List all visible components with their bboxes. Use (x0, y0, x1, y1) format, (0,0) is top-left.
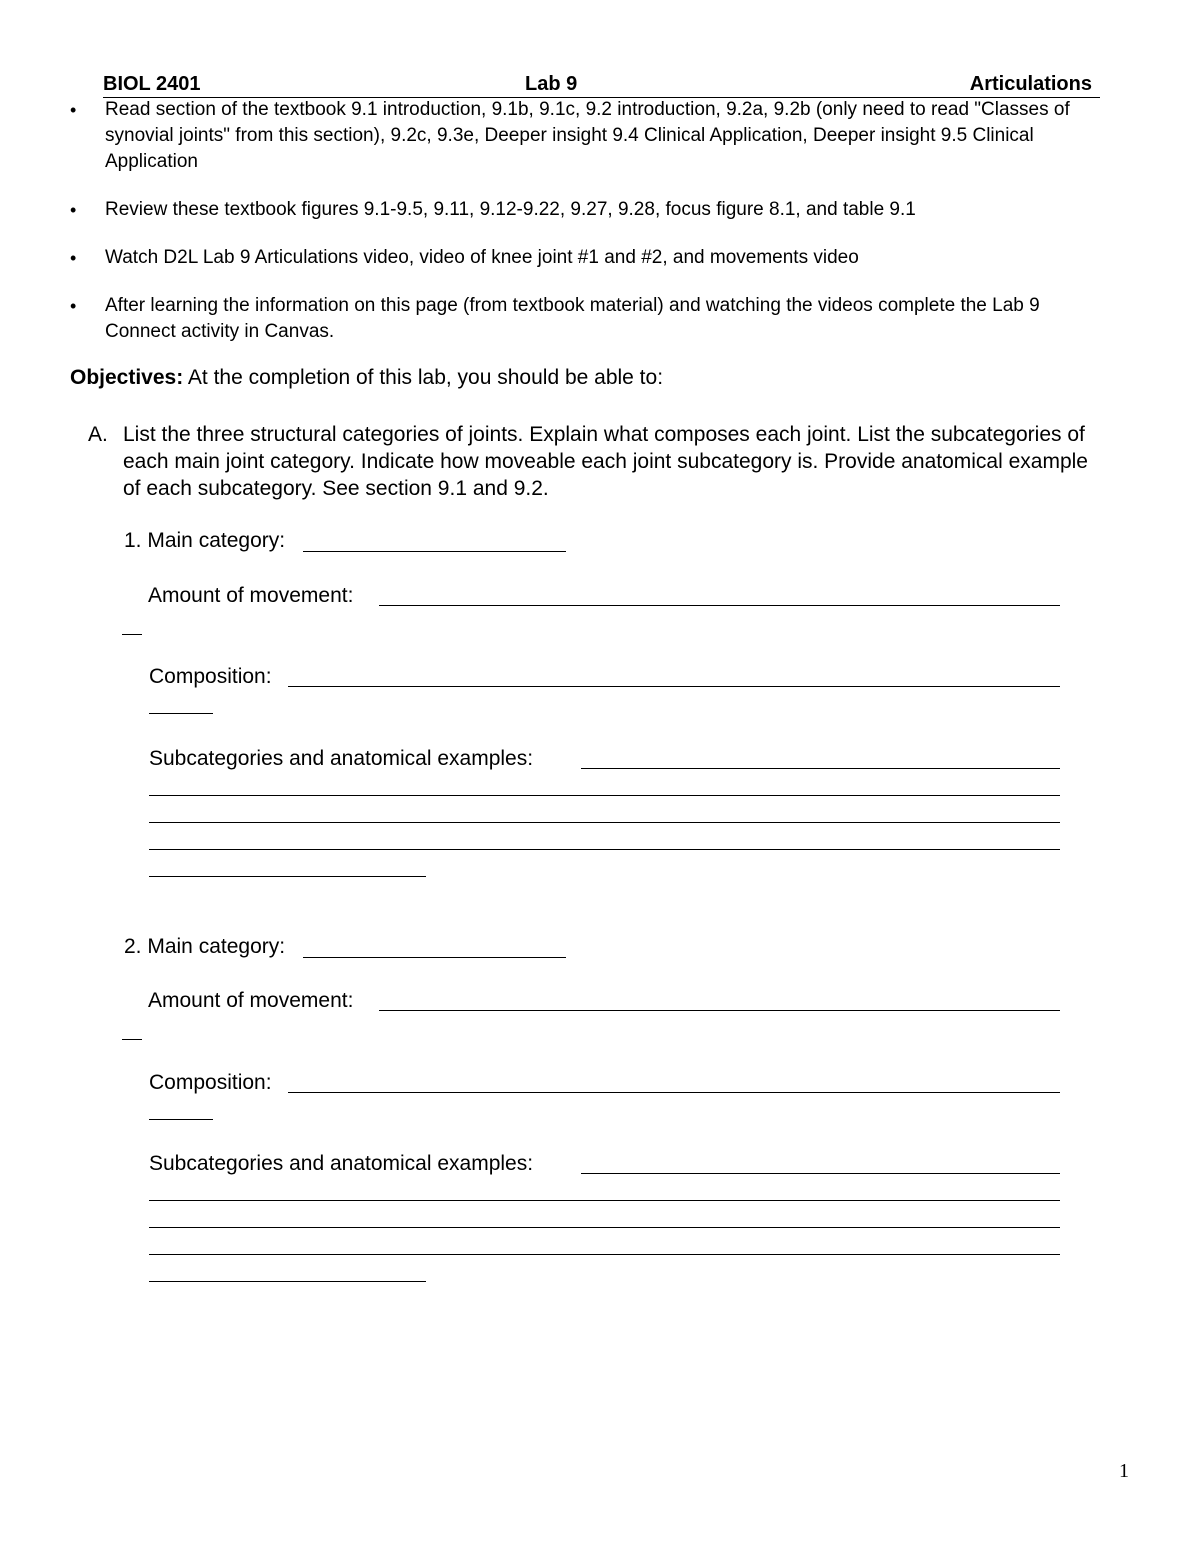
objective-a (88, 421, 1098, 502)
objective-text: List the three structural categories of joints. Explain what composes each joint. List the subcategories of each main joint category. Indicate how moveable each joint subcategory is. Provide anatomical example of each subcategory. See section 9.1 and 9.2. (123, 423, 1088, 500)
subcategories-answer-line-1[interactable] (149, 795, 1060, 796)
movement-answer-line-1[interactable] (379, 605, 1060, 606)
bullet-icon: • (70, 100, 77, 120)
objectives-heading (70, 366, 663, 390)
main-category-answer-line-2[interactable] (303, 957, 566, 958)
bullet-icon: • (70, 296, 77, 316)
subcategories-answer-line-2[interactable] (149, 1227, 1060, 1228)
list-item (70, 97, 1115, 175)
composition-answer-line-2[interactable] (288, 1092, 1060, 1093)
composition-label-2: Composition: (149, 1071, 272, 1094)
movement-answer-line-2-continued[interactable] (122, 1039, 142, 1040)
subcategories-answer-line-2[interactable] (149, 1281, 426, 1282)
composition-answer-line-1[interactable] (288, 686, 1060, 687)
composition-label-1: Composition: (149, 665, 272, 688)
page-header (103, 73, 1100, 98)
main-category-label-2: 2. Main category: (124, 935, 286, 958)
movement-label-2: Amount of movement: (148, 989, 354, 1012)
bullet-icon: • (70, 248, 77, 268)
objectives-label: Objectives: (70, 366, 184, 389)
bullet-icon: • (70, 200, 77, 220)
lab-number: Lab 9 (525, 73, 578, 95)
movement-answer-line-2[interactable] (379, 1010, 1060, 1011)
list-item (70, 293, 1115, 345)
composition-answer-line-2-continued[interactable] (149, 1119, 213, 1120)
page-number: 1 (1119, 1460, 1129, 1482)
instruction-text: After learning the information on this page (from textbook material) and watching the videos complete the Lab 9 Connect activity in Canvas. (105, 295, 1040, 342)
course-code: BIOL 2401 (103, 73, 201, 95)
main-category-answer-line-1[interactable] (303, 551, 566, 552)
instruction-text: Read section of the textbook 9.1 introduction, 9.1b, 9.1c, 9.2 introduction, 9.2a, 9.2b (only need to read "Classes of synovial joints" from this section), 9.2c, 9.3e, Deeper insight 9.4 Clinical Application, Deeper insight 9.5 Clinical Application (105, 99, 1070, 172)
composition-answer-line-1-continued[interactable] (149, 713, 213, 714)
instruction-text: Watch D2L Lab 9 Articulations video, video of knee joint #1 and #2, and movements video (105, 247, 859, 268)
subcategories-answer-line-2[interactable] (581, 1173, 1060, 1174)
movement-label-1: Amount of movement: (148, 584, 354, 607)
subcategories-label-1: Subcategories and anatomical examples: (149, 747, 534, 770)
subcategories-answer-line-1[interactable] (149, 849, 1060, 850)
objectives-text: At the completion of this lab, you should be able to: (183, 366, 664, 389)
subcategories-answer-line-1[interactable] (149, 822, 1060, 823)
main-category-label-1: 1. Main category: (124, 529, 286, 552)
list-item (70, 197, 1115, 223)
subcategories-answer-line-2[interactable] (149, 1200, 1060, 1201)
objective-letter: A. (88, 423, 108, 446)
subcategories-answer-line-2[interactable] (149, 1254, 1060, 1255)
subcategories-answer-line-1[interactable] (581, 768, 1060, 769)
subcategories-answer-line-1[interactable] (149, 876, 426, 877)
movement-answer-line-1-continued[interactable] (122, 634, 142, 635)
instruction-list (70, 97, 1115, 367)
subcategories-label-2: Subcategories and anatomical examples: (149, 1152, 534, 1175)
list-item (70, 245, 1115, 271)
instruction-text: Review these textbook figures 9.1-9.5, 9.11, 9.12-9.22, 9.27, 9.28, focus figure 8.1, and table 9.1 (105, 199, 916, 220)
lab-topic: Articulations (969, 73, 1092, 95)
